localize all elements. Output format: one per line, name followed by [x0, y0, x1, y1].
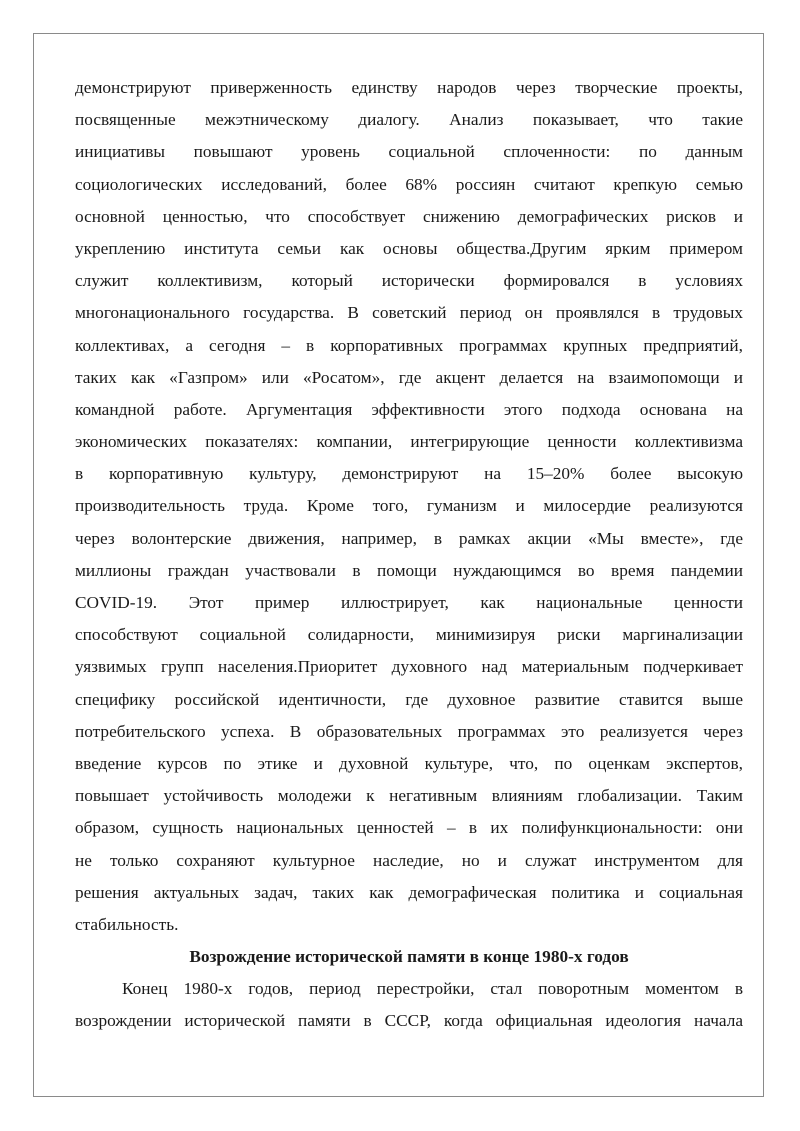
text-line: экономических показателях: компании, интегрирующие ценности коллективизма: [75, 432, 743, 452]
text-line: производительность труда. Кроме того, гуманизм и милосердие реализуются: [75, 496, 743, 516]
text-line: в корпоративную культуру, демонстрируют на 15–20% более высокую: [75, 464, 743, 484]
text-line: социологических исследований, более 68% россиян считают крепкую семью: [75, 174, 743, 194]
text-line: потребительского успеха. В образовательных программах это реализуется через: [75, 721, 743, 741]
text-line: коллективах, а сегодня – в корпоративных программах крупных предприятий,: [75, 335, 743, 355]
section-heading: Возрождение исторической памяти в конце 1980-х годов: [189, 947, 629, 967]
text-line: командной работе. Аргументация эффективности этого подхода основана на: [75, 399, 743, 419]
text-line: служит коллективизм, который исторически формировался в условиях: [75, 271, 743, 291]
text-line: укреплению института семьи как основы общества.Другим ярким примером: [75, 238, 743, 258]
paragraph-1: [75, 72, 743, 941]
text-line: уязвимых групп населения.Приоритет духовного над материальным подчеркивает: [75, 657, 743, 677]
text-line: повышает устойчивость молодежи к негативным влияниям глобализации. Таким: [75, 786, 743, 806]
text-line: решения актуальных задач, таких как демографическая политика и социальная: [75, 882, 743, 902]
text-line: многонационального государства. В советский период он проявлялся в трудовых: [75, 303, 743, 323]
text-line: таких как «Газпром» или «Росатом», где акцент делается на взаимопомощи и: [75, 367, 743, 387]
text-line: основной ценностью, что способствует снижению демографических рисков и: [75, 206, 743, 226]
text-line: через волонтерские движения, например, в рамках акции «Мы вместе», где: [75, 528, 743, 548]
text-line: Конец 1980-х годов, период перестройки, стал поворотным моментом в: [122, 979, 743, 999]
text-line: инициативы повышают уровень социальной сплоченности: по данным: [75, 142, 743, 162]
text-line: способствуют социальной солидарности, минимизируя риски маргинализации: [75, 625, 743, 645]
text-line: COVID-19. Этот пример иллюстрирует, как национальные ценности: [75, 593, 743, 612]
paragraph-2: [75, 973, 743, 1037]
text-line: демонстрируют приверженность единству народов через творческие проекты,: [75, 78, 743, 97]
text-line: образом, сущность национальных ценностей – в их полифункциональности: они: [75, 818, 743, 838]
text-line: миллионы граждан участвовали в помощи нуждающимся во время пандемии: [75, 560, 743, 580]
text-line: специфику российской идентичности, где духовное развитие ставится выше: [75, 689, 743, 709]
text-line: посвященные межэтническому диалогу. Анализ показывает, что такие: [75, 110, 743, 130]
text-line: не только сохраняют культурное наследие, но и служат инструментом для: [75, 850, 743, 870]
text-line: введение курсов по этике и духовной культуре, что, по оценкам экспертов,: [75, 753, 743, 773]
text-line: возрождении исторической памяти в СССР, когда официальная идеология начала: [75, 1011, 743, 1031]
text-line: стабильность.: [75, 914, 179, 934]
document-body: [75, 72, 743, 1038]
